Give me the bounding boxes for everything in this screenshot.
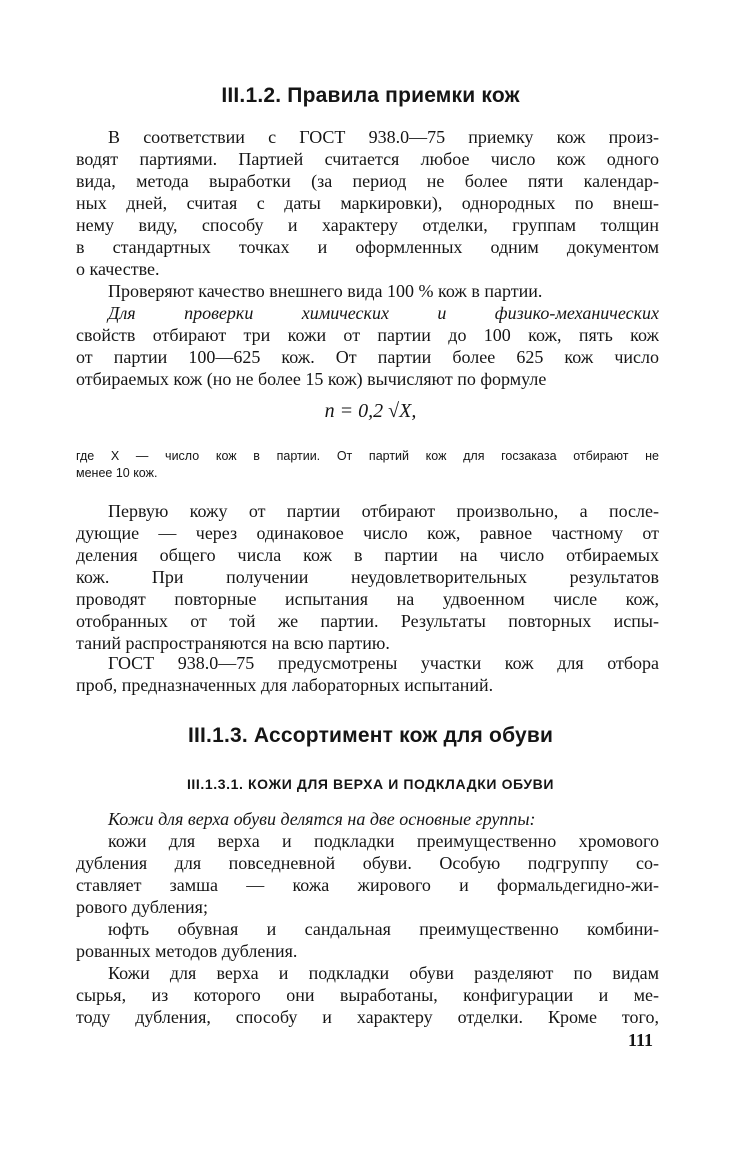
section-heading-assortment: III.1.3. Ассортимент кож для обуви (187, 724, 554, 747)
paragraph-group-yuft: юфть обувная и сандальная преимущественно комбини- рованных методов дубления. (76, 919, 659, 961)
paragraph-selection: Первую кожу от партии отбирают произвольно, а после- дующие — через одинаковое число кож, равное частному от деления общего числа кож в партии на число отбираемых кож. При получении неудовлетворительных результатов проводят повторные испытания на удвоенном числе кож, отобранных от той же партии. Результаты повторных испы- таний распространяются на всю партию. (76, 501, 659, 653)
paragraph-acceptance: В соответствии с ГОСТ 938.0—75 приемку кож произ- водят партиями. Партией считается любое число кож одного вида, метода выработки (за период не более пяти календар- ных дней, считая с даты маркировки), однородных по внеш- нему виду, способу и характеру отделки, группам толщин в стандартных точках и оформленных одним документом о качестве. (76, 127, 659, 279)
paragraph-groups-intro: Кожи для верха обуви делятся на две основные группы: (108, 809, 536, 829)
paragraph-gost-areas: ГОСТ 938.0—75 предусмотрены участки кож для отбора проб, предназначенных для лабораторных испытаний. (76, 653, 659, 695)
page-number: 111 (627, 1030, 653, 1050)
formula: n = 0,2 √X, (324, 400, 417, 422)
paragraph-group-chrome: кожи для верха и подкладки преимущественно хромового дубления для повседневной обуви. Особую подгруппу со- ставляет замша — кожа жирового и формальдегидно-жи- рового дубления; (76, 831, 659, 917)
section-heading-rules: III.1.2. Правила приемки кож (221, 84, 520, 107)
formula-note: где X — число кож в партии. От партий кож для госзаказа отбирают не менее 10 кож. (76, 449, 659, 480)
paragraph-classification: Кожи для верха и подкладки обуви разделяют по видам сырья, из которого они выработаны, конфигурации и ме- тоду дубления, способу и характеру отделки. Кроме того, (76, 963, 659, 1027)
paragraph-visual-check: Проверяют качество внешнего вида 100 % кож в партии. (108, 281, 543, 301)
subsection-heading-upper-lining: III.1.3.1. КОЖИ ДЛЯ ВЕРХА И ПОДКЛАДКИ ОБУВИ (186, 776, 555, 792)
paragraph-sampling: Для проверки химических и физико-механических свойств отбирают три кожи от партии до 100 кож, пять кож от партии 100—625 кож. От партии более 625 кож число отбираемых кож (но не более 15 кож) вычисляют по формуле (76, 303, 659, 389)
